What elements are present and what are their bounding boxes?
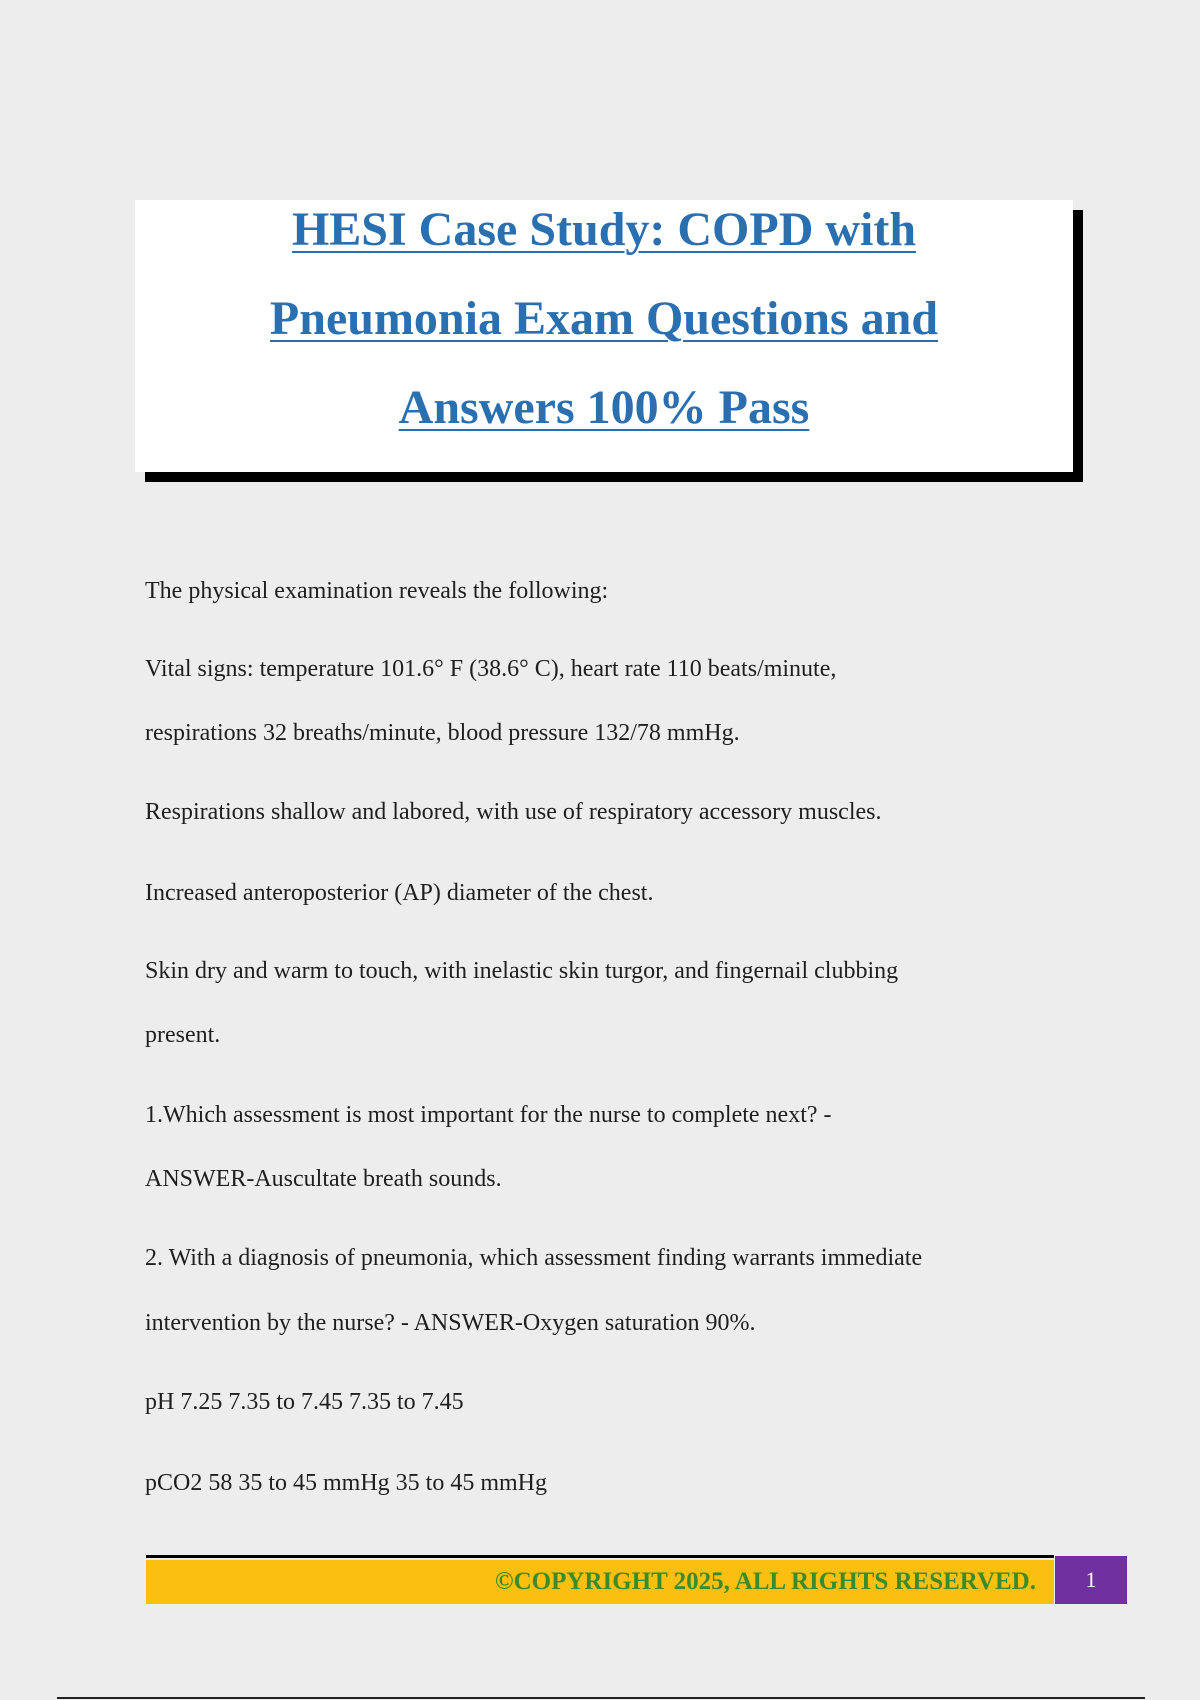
paragraph-vitals-line-1: Vital signs: temperature 101.6° F (38.6° C), heart rate 110 beats/minute, xyxy=(145,656,837,682)
paragraph-skin-line-2: present. xyxy=(145,1022,221,1048)
page-number: 1 xyxy=(1055,1556,1127,1604)
title-box xyxy=(135,200,1073,472)
paragraph-skin-line-1: Skin dry and warm to touch, with inelastic skin turgor, and fingernail clubbing xyxy=(145,958,899,984)
paragraph-intro: The physical examination reveals the following: xyxy=(145,578,609,604)
question-1-line-2: ANSWER-Auscultate breath sounds. xyxy=(145,1166,502,1192)
paragraph-ap-diameter: Increased anteroposterior (AP) diameter of the chest. xyxy=(145,880,654,906)
page-bottom-rule xyxy=(57,1697,1145,1699)
lab-pco2-row: pCO2 58 35 to 45 mmHg 35 to 45 mmHg xyxy=(145,1470,548,1496)
footer-divider xyxy=(146,1555,1054,1558)
document-title-line-1: HESI Case Study: COPD with xyxy=(291,203,917,256)
footer-copyright: ©COPYRIGHT 2025, ALL RIGHTS RESERVED. xyxy=(494,1568,1036,1595)
question-2-line-1: 2. With a diagnosis of pneumonia, which assessment finding warrants immediate xyxy=(145,1245,923,1271)
paragraph-respirations: Respirations shallow and labored, with use of respiratory accessory muscles. xyxy=(145,799,882,825)
question-2-line-2: intervention by the nurse? - ANSWER-Oxygen saturation 90%. xyxy=(145,1310,756,1336)
document-title-line-3: Answers 100% Pass xyxy=(398,381,810,434)
paragraph-vitals-line-2: respirations 32 breaths/minute, blood pressure 132/78 mmHg. xyxy=(145,720,740,746)
question-1-line-1: 1.Which assessment is most important for the nurse to complete next? - xyxy=(145,1102,832,1128)
document-title-line-2: Pneumonia Exam Questions and xyxy=(269,292,939,345)
lab-ph-row: pH 7.25 7.35 to 7.45 7.35 to 7.45 xyxy=(145,1389,464,1415)
footer-bar xyxy=(146,1560,1054,1604)
